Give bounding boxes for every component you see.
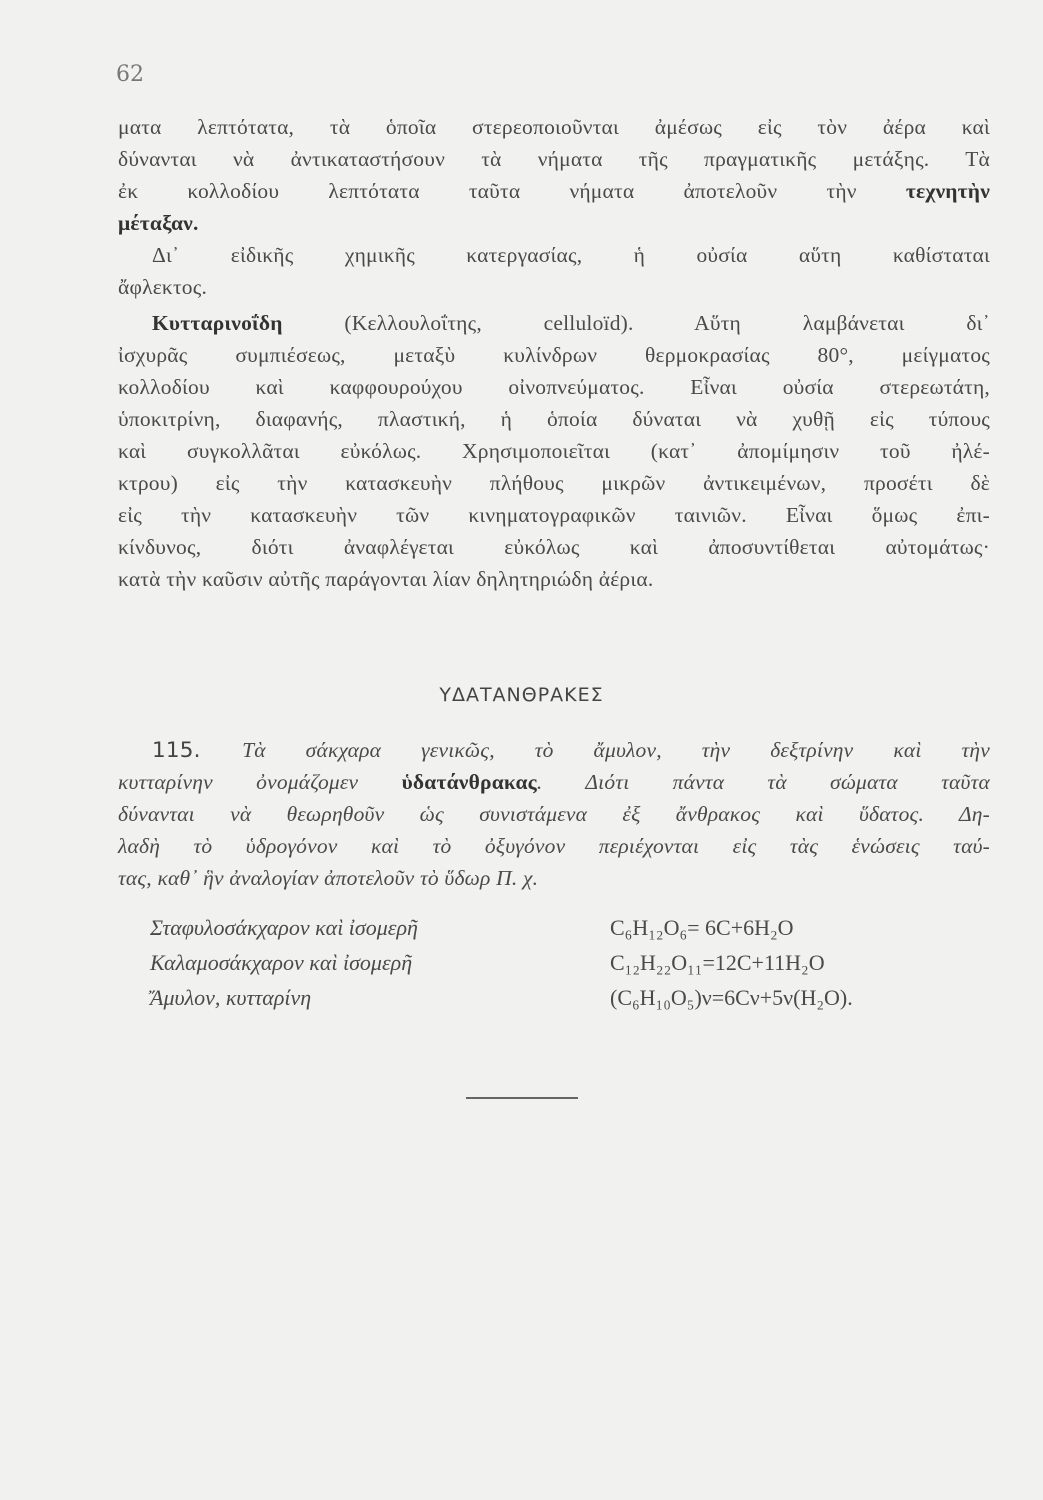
text-line bbox=[118, 207, 990, 239]
bold-term: Κυτταρινοΐδη bbox=[152, 311, 283, 335]
formula-row bbox=[150, 950, 990, 984]
text-line bbox=[118, 862, 990, 894]
bold-term: ὑδατάνθρακας bbox=[401, 770, 537, 794]
text-segment: λαδὴ τὸ ὑδρογόνον καὶ τὸ ὀξυγόνον περιέχονται εἰς τὰς ἑνώσεις ταύ- bbox=[118, 834, 990, 858]
text-line bbox=[118, 830, 990, 862]
compound-name: Ἄμυλον, κυτταρίνη bbox=[150, 985, 312, 1010]
text-segment: . Διότι πάντα τὰ σώματα ταῦτα bbox=[536, 770, 990, 794]
text-line bbox=[118, 531, 990, 563]
text-segment: ἄφλεκτος. bbox=[118, 275, 208, 299]
text-segment: Δι᾽ εἰδικῆς χημικῆς κατεργασίας, ἡ οὐσία αὕτη καθίσταται bbox=[152, 243, 990, 267]
text-line bbox=[118, 239, 990, 271]
text-segment: δύνανται νὰ θεωρηθοῦν ὡς συνιστάμενα ἐξ ἄνθρακος καὶ ὕδατος. Δη- bbox=[118, 802, 990, 826]
text-segment: κατὰ τὴν καῦσιν αὐτῆς παράγονται λίαν δηλητηριώδη ἀέρια. bbox=[118, 567, 654, 591]
paragraph bbox=[118, 239, 990, 303]
text-line bbox=[118, 339, 990, 371]
text-line bbox=[118, 175, 990, 207]
text-segment: δύνανται νὰ ἀντικαταστήσουν τὰ νήματα τῆς πραγματικῆς μετάξης. Τὰ bbox=[118, 147, 990, 171]
compound-name: Σταφυλοσάκχαρον καὶ ἰσομερῆ bbox=[150, 915, 418, 940]
paragraph bbox=[118, 111, 990, 239]
section-heading: ΥΔΑΤΑΝΘΡΑΚΕΣ bbox=[439, 684, 604, 706]
text-line bbox=[118, 798, 990, 830]
text-segment: εἰς τὴν κατασκευὴν τῶν κινηματογραφικῶν ταινιῶν. Εἶναι ὅμως ἐπι- bbox=[118, 503, 990, 527]
text-line bbox=[118, 766, 990, 798]
text-line bbox=[118, 143, 990, 175]
text-line bbox=[118, 734, 990, 766]
text-line bbox=[118, 499, 990, 531]
page-number: 62 bbox=[116, 62, 144, 87]
chemical-formula: C₁₂H₂₂O₁₁=12C+11H₂O bbox=[610, 950, 825, 975]
section-number: 115. bbox=[152, 738, 243, 763]
end-rule-divider bbox=[466, 1097, 578, 1099]
formula-row bbox=[150, 915, 990, 949]
text-segment: κυτταρίνην ὀνομάζομεν bbox=[118, 770, 402, 794]
bold-term: τεχνητὴν bbox=[905, 179, 990, 203]
text-line bbox=[118, 403, 990, 435]
text-line bbox=[118, 435, 990, 467]
paragraph bbox=[118, 307, 990, 595]
text-line bbox=[118, 307, 990, 339]
text-segment: καὶ συγκολλᾶται εὐκόλως. Χρησιμοποιεῖται (κατ᾽ ἀπομίμησιν τοῦ ἠλέ- bbox=[118, 439, 990, 463]
text-line bbox=[118, 467, 990, 499]
paragraph bbox=[118, 734, 990, 894]
text-line bbox=[118, 371, 990, 403]
text-segment: Τὰ σάκχαρα γενικῶς, τὸ ἄμυλον, τὴν δεξτρίνην καὶ τὴν bbox=[242, 738, 990, 762]
chemical-formula: (C₆H₁₀O₅)ν=6Cν+5ν(H₂O). bbox=[610, 985, 853, 1010]
text-segment: ἰσχυρᾶς συμπιέσεως, μεταξὺ κυλίνδρων θερμοκρασίας 80°, μείγματος bbox=[118, 343, 990, 367]
text-line bbox=[118, 563, 990, 595]
text-segment: κτρου) εἰς τὴν κατασκευὴν πλήθους μικρῶν ἀντικειμένων, προσέτι δὲ bbox=[118, 471, 990, 495]
text-segment: ἐκ κολλοδίου λεπτότατα ταῦτα νήματα ἀποτελοῦν τὴν bbox=[118, 179, 906, 203]
text-line bbox=[118, 271, 990, 303]
text-segment: (Κελλουλοΐτης, celluloïd). Αὕτη λαμβάνεται δι᾽ bbox=[282, 311, 990, 335]
text-segment: κίνδυνος, διότι ἀναφλέγεται εὐκόλως καὶ ἀποσυντίθεται αὐτομάτως· bbox=[118, 535, 990, 559]
text-segment: κολλοδίου καὶ καφφουρούχου οἰνοπνεύματος. Εἶναι οὐσία στερεωτάτη, bbox=[118, 375, 990, 399]
text-segment: ὑποκιτρίνη, διαφανής, πλαστική, ἡ ὁποία δύναται νὰ χυθῇ εἰς τύπους bbox=[118, 407, 990, 431]
bold-term: μέταξαν. bbox=[118, 211, 199, 235]
compound-name: Καλαμοσάκχαρον καὶ ἰσομερῆ bbox=[150, 950, 413, 975]
formula-row bbox=[150, 985, 990, 1019]
text-segment: ματα λεπτότατα, τὰ ὁποῖα στερεοποιοῦνται ἀμέσως εἰς τὸν ἀέρα καὶ bbox=[118, 115, 990, 139]
text-line bbox=[118, 111, 990, 143]
chemical-formula: C₆H₁₂O₆= 6C+6H₂O bbox=[610, 915, 794, 940]
text-segment: τας, καθ᾽ ἣν ἀναλογίαν ἀποτελοῦν τὸ ὕδωρ Π. χ. bbox=[118, 866, 539, 890]
